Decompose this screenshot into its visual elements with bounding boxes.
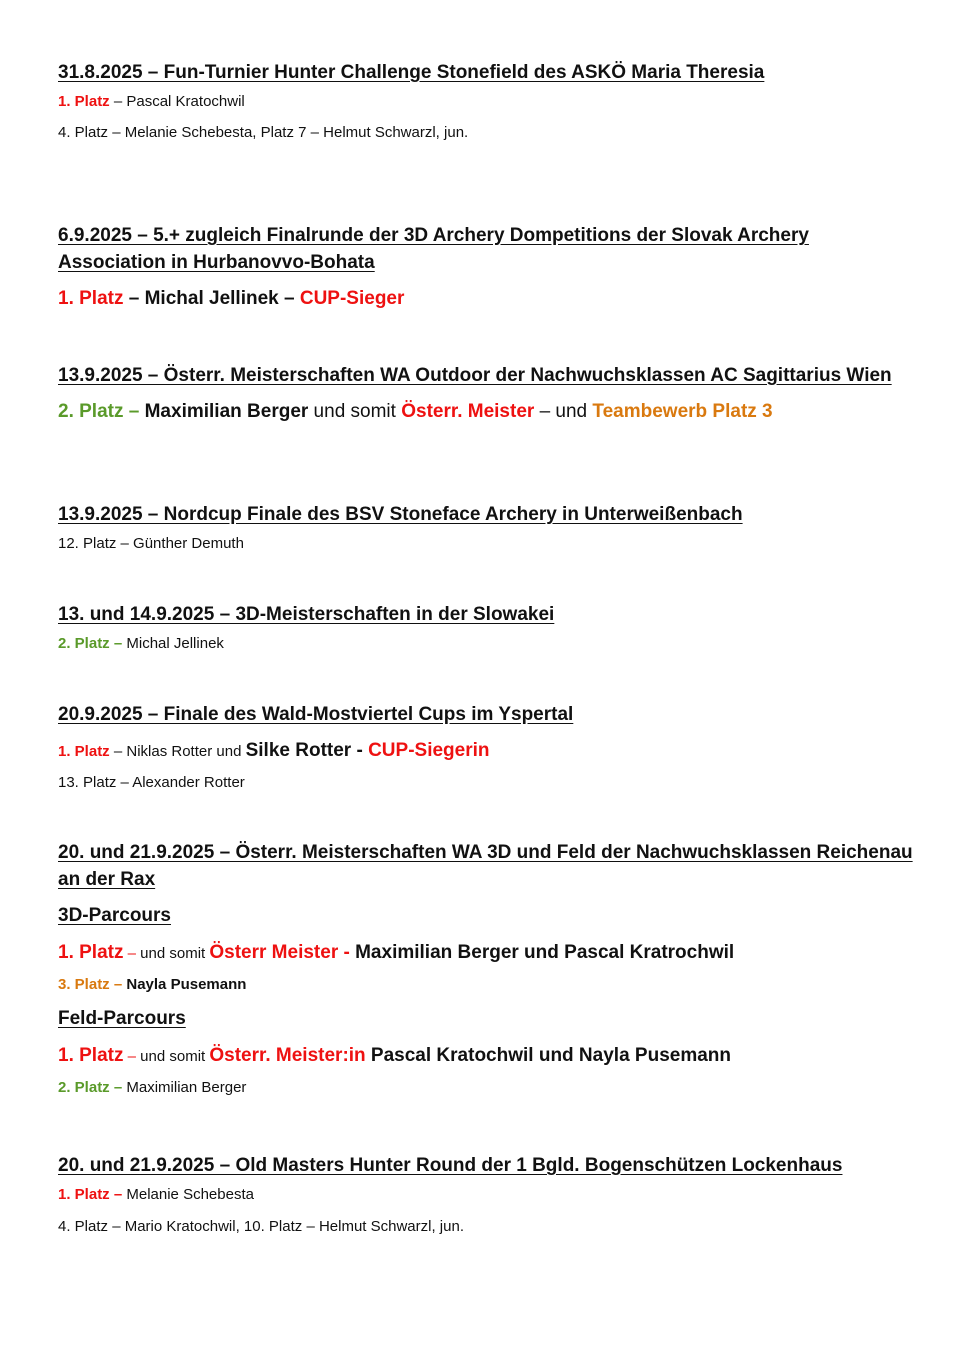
event-heading: 13.9.2025 – Nordcup Finale des BSV Stoneface Archery in Unterweißenbach: [58, 504, 743, 525]
result-line: [58, 738, 918, 765]
result-line: [58, 1185, 918, 1205]
place-label: 3. Platz –: [58, 976, 123, 993]
cup-title: CUP-Sieger: [299, 288, 405, 309]
event-heading: 20.9.2025 – Finale des Wald-Mostviertel Cups im Yspertal: [58, 704, 574, 725]
place-label: 1. Platz: [58, 743, 110, 760]
place-label: 1. Platz –: [58, 1186, 123, 1203]
result-line: [58, 1043, 918, 1070]
champion-title: Österr. Meister:in: [209, 1045, 366, 1066]
athlete-name: Nayla Pusemann: [122, 976, 247, 993]
athlete-name: Maximilian Berger: [139, 401, 309, 422]
result-line: [58, 92, 918, 112]
result-text: – und: [534, 401, 593, 422]
event-heading: 13. und 14.9.2025 – 3D-Meisterschaften in der Slowakei: [58, 604, 555, 625]
result-text: Melanie Schebesta: [122, 1186, 254, 1203]
place-label: 1. Platz: [58, 942, 124, 963]
athlete-names: Pascal Kratochwil und Nayla Pusemann: [365, 1045, 731, 1066]
result-text: – Pascal Kratochwil: [109, 93, 245, 110]
subsection-title: 3D-Parcours: [58, 905, 171, 926]
event-section: [58, 1152, 918, 1237]
result-line: [58, 975, 918, 995]
event-section: [58, 839, 918, 1098]
result-line: [58, 286, 918, 312]
result-line: [58, 634, 918, 654]
result-text: Michal Jellinek: [122, 635, 224, 652]
event-section: [58, 362, 918, 425]
result-text: – Michal Jellinek –: [123, 288, 300, 309]
place-label: 2. Platz –: [58, 1079, 123, 1096]
cup-title: CUP-Siegerin: [368, 740, 490, 761]
event-section: [58, 59, 918, 143]
result-line: 4. Platz – Mario Kratochwil, 10. Platz – Helmut Schwarzl, jun.: [58, 1218, 464, 1235]
event-heading: 20. und 21.9.2025 – Old Masters Hunter Round der 1 Bgld. Bogenschützen Lockenhaus: [58, 1155, 843, 1176]
event-section: [58, 701, 918, 793]
result-text: – Niklas Rotter und: [109, 743, 246, 760]
event-section: [58, 601, 918, 654]
athlete-name: Silke Rotter -: [245, 740, 369, 761]
place-label: 1. Platz: [58, 93, 110, 110]
champion-title: Österr. Meister: [401, 401, 535, 422]
athlete-name: Maximilian Berger: [122, 1079, 247, 1096]
event-heading: 20. und 21.9.2025 – Österr. Meisterschaften WA 3D und Feld der Nachwuchsklassen Reichenau an der Rax: [58, 842, 913, 890]
place-label: 1. Platz: [58, 1045, 124, 1066]
event-section: [58, 501, 918, 554]
result-text: und somit: [308, 401, 402, 422]
event-heading: 31.8.2025 – Fun-Turnier Hunter Challenge Stonefield des ASKÖ Maria Theresia: [58, 62, 765, 83]
place-label: 2. Platz –: [58, 401, 140, 422]
athlete-names: Maximilian Berger und Pascal Kratrochwil: [355, 942, 735, 963]
place-label: 2. Platz –: [58, 635, 123, 652]
dash: –: [123, 1048, 136, 1065]
place-label: 1. Platz: [58, 288, 124, 309]
result-line: [58, 1078, 918, 1098]
result-line: [58, 399, 918, 425]
dash: –: [123, 945, 136, 962]
result-line: 4. Platz – Melanie Schebesta, Platz 7 – Helmut Schwarzl, jun.: [58, 124, 469, 141]
event-section: [58, 222, 918, 312]
result-line: 13. Platz – Alexander Rotter: [58, 774, 245, 791]
event-heading: 13.9.2025 – Österr. Meisterschaften WA Outdoor der Nachwuchsklassen AC Sagittarius Wien: [58, 365, 892, 386]
result-text: und somit: [136, 1048, 210, 1065]
champion-title: Österr Meister -: [209, 942, 356, 963]
result-text: und somit: [136, 945, 210, 962]
result-line: 12. Platz – Günther Demuth: [58, 535, 244, 552]
subsection-title: Feld-Parcours: [58, 1008, 186, 1029]
event-heading: 6.9.2025 – 5.+ zugleich Finalrunde der 3D Archery Dompetitions der Slovak Archery Association in Hurbanovvo-Bohata: [58, 225, 809, 273]
team-result: Teambewerb Platz 3: [592, 401, 773, 422]
result-line: [58, 940, 918, 967]
